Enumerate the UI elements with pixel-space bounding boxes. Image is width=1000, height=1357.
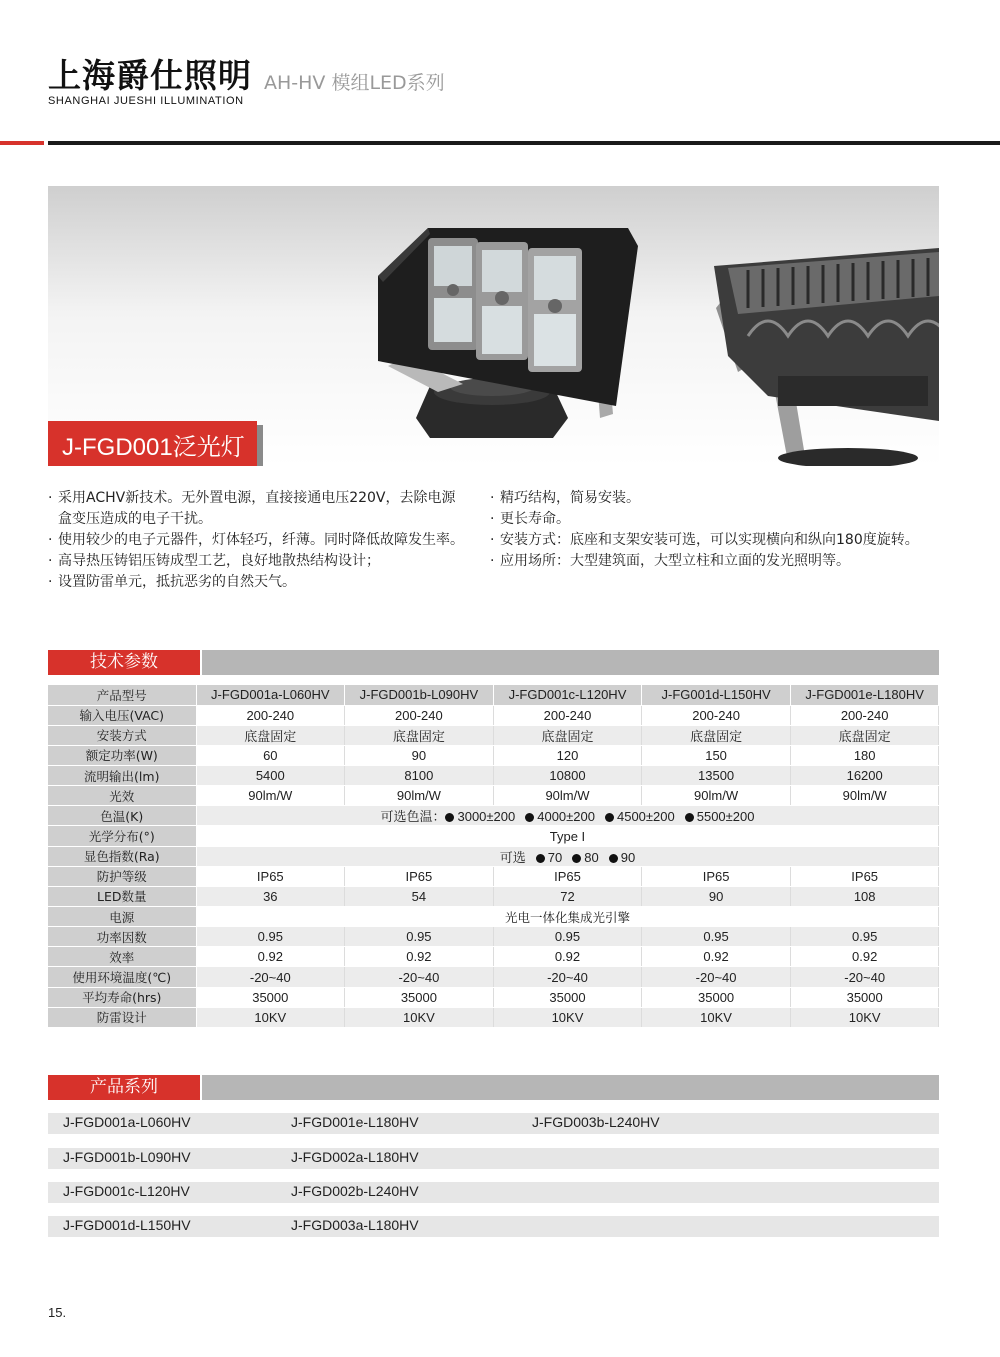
spec-row-led (48, 886, 939, 906)
feature-item: · 采用ACHV新技术。无外置电源，直接接通电压220V，去除电源盒变压造成的电子干扰。 (48, 488, 468, 530)
spec-value: 13500 (642, 766, 791, 786)
spec-row-voltage (48, 705, 939, 725)
cct-prefix: 可选色温： (380, 809, 446, 825)
spec-value: 底盘固定 (493, 725, 642, 745)
model-header: J-FGD001a-L060HV (196, 685, 345, 705)
spec-row-ip (48, 866, 939, 886)
spec-value: 10KV (196, 1007, 345, 1027)
spec-value: -20~40 (790, 967, 939, 987)
page-number: 15. (48, 1305, 67, 1320)
spec-row-cri (48, 846, 939, 866)
series-model: J-FGD001b-L090HV (63, 1149, 191, 1165)
cri-option: 80 (584, 849, 599, 865)
spec-value: 90lm/W (493, 786, 642, 806)
spec-value: 35000 (790, 987, 939, 1007)
brand-logo (48, 58, 252, 107)
brand-name-cn: 上海爵仕照明 (48, 56, 252, 95)
spec-value: 200-240 (790, 705, 939, 725)
spec-row-driver (48, 907, 939, 927)
spec-row-power (48, 745, 939, 765)
series-model: J-FGD003a-L180HV (291, 1217, 419, 1233)
cri-prefix: 可选 (499, 849, 526, 865)
tech-section-header (48, 650, 939, 675)
spec-value: 35000 (345, 987, 494, 1007)
spec-value: 108 (790, 886, 939, 906)
spec-label: 产品型号 (48, 685, 196, 705)
feature-item: · 更长寿命。 (490, 509, 950, 530)
spec-value: 光电一体化集成光引擎 (196, 907, 939, 927)
floodlight-rear-image (714, 248, 939, 466)
spec-value (196, 846, 939, 866)
feature-item: · 使用较少的电子元器件，灯体轻巧，纤薄。同时降低故障发生率。 (48, 530, 468, 551)
header-rule (48, 141, 1000, 145)
spec-label: LED数量 (48, 886, 196, 906)
series-row (48, 1182, 939, 1203)
spec-value: 0.95 (493, 927, 642, 947)
spec-value: 0.92 (493, 947, 642, 967)
spec-value: 16200 (790, 766, 939, 786)
model-header: J-FGD001b-L090HV (345, 685, 494, 705)
spec-row-cct (48, 806, 939, 826)
spec-value: 90lm/W (790, 786, 939, 806)
spec-value: -20~40 (642, 967, 791, 987)
spec-value (196, 806, 939, 826)
series-model: J-FGD003b-L240HV (532, 1114, 660, 1130)
spec-value: IP65 (493, 866, 642, 886)
cct-option: 5500±200 (696, 809, 755, 825)
spec-value: 54 (345, 886, 494, 906)
bullet-dot-icon (445, 813, 454, 822)
spec-value: 90lm/W (345, 786, 494, 806)
spec-value: 200-240 (345, 705, 494, 725)
spec-label: 安装方式 (48, 725, 196, 745)
spec-label: 输入电压(VAC) (48, 705, 196, 725)
spec-value: 底盘固定 (790, 725, 939, 745)
spec-value: IP65 (790, 866, 939, 886)
spec-row-install (48, 725, 939, 745)
spec-value: IP65 (196, 866, 345, 886)
spec-value: 0.92 (345, 947, 494, 967)
series-section-title: 产品系列 (48, 1075, 200, 1100)
spec-row-surge (48, 1007, 939, 1027)
spec-value: 120 (493, 745, 642, 765)
spec-value: 90 (642, 886, 791, 906)
spec-value: 0.95 (642, 927, 791, 947)
spec-value: 60 (196, 745, 345, 765)
spec-row-efficacy (48, 786, 939, 806)
spec-value: 36 (196, 886, 345, 906)
spec-value: 0.95 (196, 927, 345, 947)
cri-option: 70 (547, 849, 563, 865)
feature-list-left (48, 488, 468, 593)
spec-value: 底盘固定 (196, 725, 345, 745)
spec-header-row (48, 685, 939, 705)
tech-section-title: 技术参数 (48, 650, 200, 675)
spec-value: 5400 (196, 766, 345, 786)
spec-value: 10KV (345, 1007, 494, 1027)
product-name: J-FGD001泛光灯 (62, 434, 245, 461)
series-model: J-FGD001a-L060HV (63, 1114, 191, 1130)
spec-value: 150 (642, 745, 791, 765)
spec-value: 0.95 (345, 927, 494, 947)
spec-value: 底盘固定 (345, 725, 494, 745)
spec-value: 90 (345, 745, 494, 765)
spec-value: 8100 (345, 766, 494, 786)
spec-label: 效率 (48, 947, 196, 967)
header-accent-rule (0, 141, 44, 145)
spec-label: 平均寿命(hrs) (48, 987, 196, 1007)
spec-value: 10KV (790, 1007, 939, 1027)
model-header: J-FGD001e-L180HV (790, 685, 939, 705)
series-model: J-FGD002b-L240HV (291, 1183, 419, 1199)
bullet-dot-icon (572, 854, 581, 863)
bullet-dot-icon (605, 813, 614, 822)
spec-label: 显色指数(Ra) (48, 846, 196, 866)
feature-item: · 高导热压铸铝压铸成型工艺，良好地散热结构设计； (48, 551, 468, 572)
spec-value: -20~40 (493, 967, 642, 987)
spec-value: IP65 (345, 866, 494, 886)
spec-value: 35000 (642, 987, 791, 1007)
model-header: J-FG001d-L150HV (642, 685, 791, 705)
spec-label: 功率因数 (48, 927, 196, 947)
spec-value: 90lm/W (196, 786, 345, 806)
spec-row-lumen (48, 766, 939, 786)
spec-label: 防雷设计 (48, 1007, 196, 1027)
series-model: J-FGD001e-L180HV (291, 1114, 419, 1130)
series-row (48, 1148, 939, 1169)
cri-option: 90 (620, 849, 636, 865)
series-model: J-FGD001d-L150HV (63, 1217, 191, 1233)
feature-item: · 应用场所：大型建筑面，大型立柱和立面的发光照明等。 (490, 551, 950, 572)
feature-item: · 设置防雷单元，抵抗恶劣的自然天气。 (48, 572, 468, 593)
spec-row-optics (48, 826, 939, 846)
bullet-dot-icon (685, 813, 694, 822)
spec-label: 光学分布(°) (48, 826, 196, 846)
model-header: J-FGD001c-L120HV (493, 685, 642, 705)
feature-list-right (490, 488, 950, 572)
floodlight-front-image (378, 228, 638, 438)
brand-name-en: SHANGHAI JUESHI ILLUMINATION (48, 95, 244, 107)
feature-item: · 安装方式：底座和支架安装可选，可以实现横向和纵向180度旋转。 (490, 530, 950, 551)
series-title: AH-HV 模组LED系列 (264, 72, 445, 94)
spec-value: 35000 (196, 987, 345, 1007)
spec-value: -20~40 (196, 967, 345, 987)
spec-value: 底盘固定 (642, 725, 791, 745)
spec-label: 流明输出(lm) (48, 766, 196, 786)
spec-value: Type I (196, 826, 939, 846)
product-name-tag (48, 421, 257, 466)
spec-value: 0.92 (196, 947, 345, 967)
cct-option: 3000±200 (457, 809, 516, 825)
spec-value: -20~40 (345, 967, 494, 987)
series-row (48, 1113, 939, 1134)
spec-value: 0.92 (790, 947, 939, 967)
spec-label: 光效 (48, 786, 196, 806)
spec-value: 10KV (642, 1007, 791, 1027)
spec-row-temperature (48, 967, 939, 987)
tag-shadow (257, 425, 263, 466)
series-model: J-FGD001c-L120HV (63, 1183, 190, 1199)
bullet-dot-icon (536, 854, 545, 863)
spec-value: 200-240 (196, 705, 345, 725)
spec-label: 色温(K) (48, 806, 196, 826)
spec-table (48, 685, 939, 1028)
spec-label: 电源 (48, 907, 196, 927)
spec-label: 防护等级 (48, 866, 196, 886)
series-section-header (48, 1075, 939, 1100)
spec-row-pf (48, 927, 939, 947)
spec-value: 0.95 (790, 927, 939, 947)
series-row (48, 1216, 939, 1237)
feature-item: · 精巧结构，简易安装。 (490, 488, 950, 509)
spec-value: 72 (493, 886, 642, 906)
cct-option: 4000±200 (537, 809, 595, 825)
spec-value: IP65 (642, 866, 791, 886)
spec-value: 200-240 (493, 705, 642, 725)
spec-row-lifetime (48, 987, 939, 1007)
spec-row-efficiency (48, 947, 939, 967)
spec-value: 10KV (493, 1007, 642, 1027)
spec-value: 10800 (493, 766, 642, 786)
spec-label: 额定功率(W) (48, 745, 196, 765)
spec-value: 180 (790, 745, 939, 765)
spec-value: 90lm/W (642, 786, 791, 806)
spec-label: 使用环境温度(℃) (48, 967, 196, 987)
bullet-dot-icon (609, 854, 618, 863)
spec-value: 35000 (493, 987, 642, 1007)
bullet-dot-icon (525, 813, 534, 822)
cct-option: 4500±200 (616, 809, 675, 825)
series-model: J-FGD002a-L180HV (291, 1149, 419, 1165)
spec-value: 0.92 (642, 947, 791, 967)
spec-value: 200-240 (642, 705, 791, 725)
